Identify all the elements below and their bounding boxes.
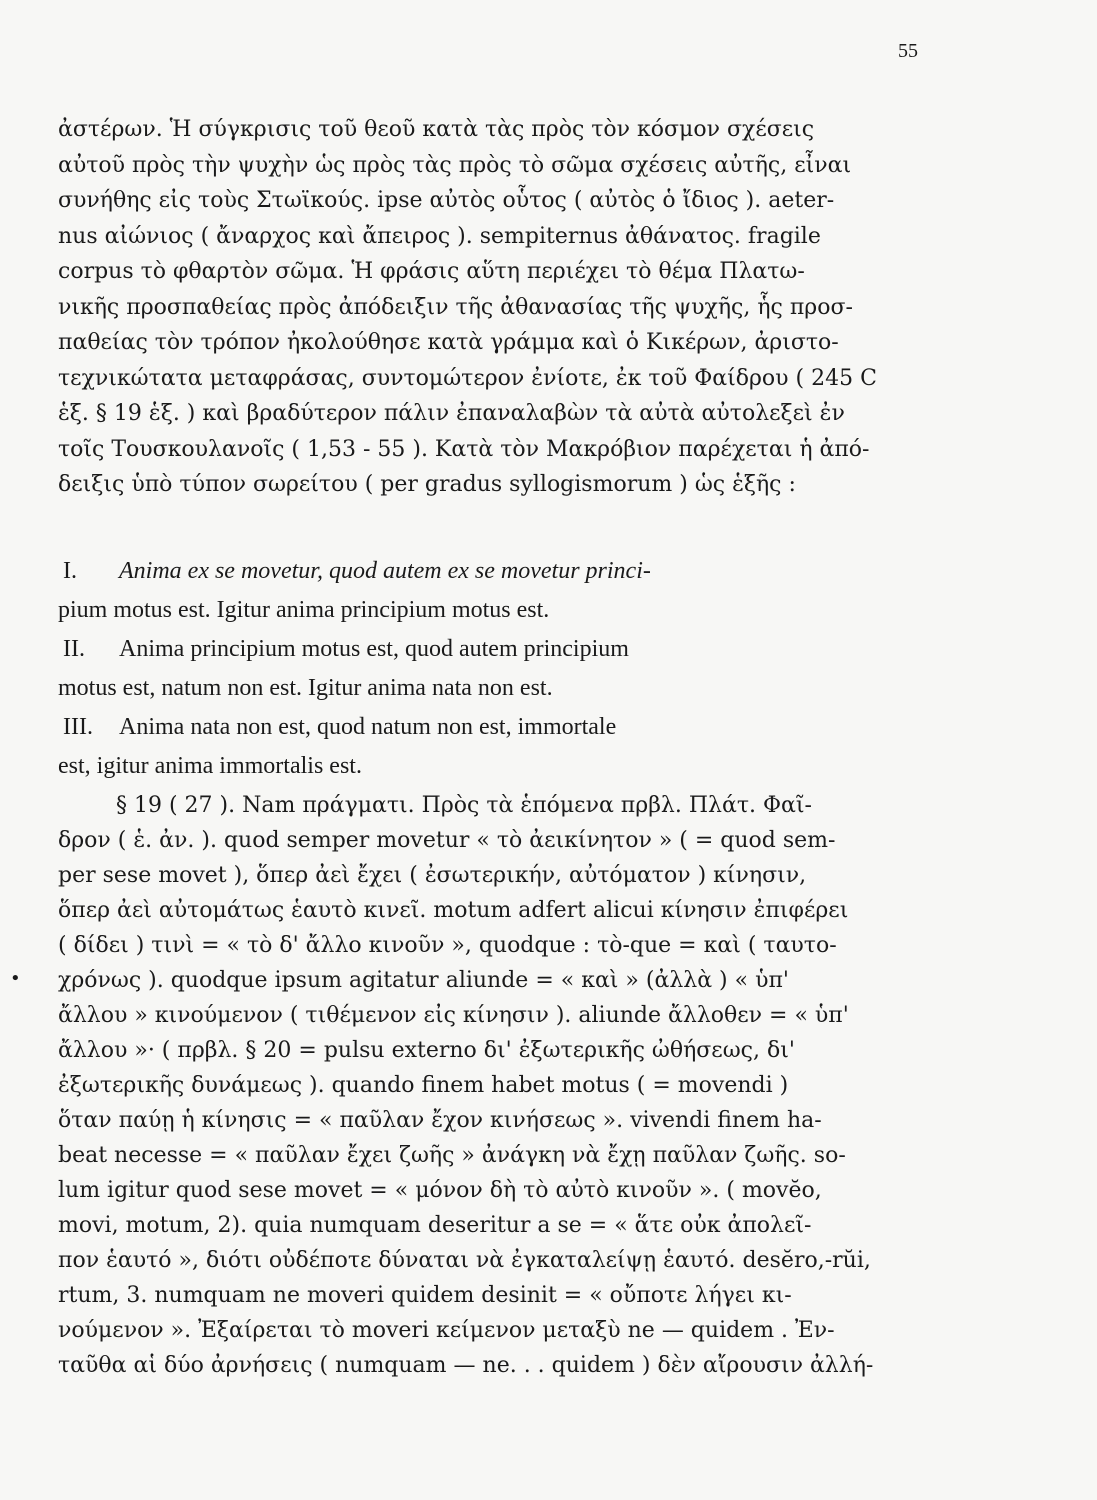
text-line: πον ἑαυτό », διότι οὐδέποτε δύναται νὰ ἐγκαταλείψῃ ἑαυτό. desĕro,-rŭi, (58, 1248, 871, 1273)
syllogism-item (58, 630, 938, 708)
text-line: ( δίδει ) τινὶ = « τὸ δ' ἄλλο κινοῦν », quodque : τὸ-que = καὶ ( ταυτο- (58, 933, 837, 958)
syllogism-numeral: I. (63, 558, 77, 584)
text-line: corpus τὸ φθαρτὸν σῶμα. Ἡ φράσις αὕτη περιέχει τὸ θέμα Πλατω- (58, 259, 805, 284)
syllogism-item (58, 708, 938, 786)
syllogism-text: Anima principium motus est, quod autem principium (119, 636, 629, 662)
paragraph-commentary-2 (58, 788, 938, 1383)
syllogism-continuation: motus est, natum non est. Igitur anima nata non est. (58, 675, 553, 701)
text-line: ἑξ. § 19 ἑξ. ) καὶ βραδύτερον πάλιν ἐπαναλαβὼν τὰ αὐτὰ αὐτολεξεὶ ἐν (58, 401, 845, 426)
syllogism-numeral: III. (63, 714, 93, 740)
page-number: 55 (898, 40, 918, 62)
text-line: per sese movet ), ὅπερ ἀεὶ ἔχει ( ἐσωτερικήν, αὐτόματον ) κίνησιν, (58, 863, 807, 888)
text-line: συνήθης εἰς τοὺς Στωϊκούς. ipse αὐτὸς οὗτος ( αὐτὸς ὁ ἴδιος ). aeter- (58, 188, 835, 213)
text-line: § 19 ( 27 ). Nam πράγματι. Πρὸς τὰ ἑπόμενα πρβλ. Πλάτ. Φαῖ- (116, 793, 812, 818)
syllogism-continuation: est, igitur anima immortalis est. (58, 753, 362, 779)
text-line: δειξις ὑπὸ τύπον σωρείτου ( per gradus syllogismorum ) ὡς ἑξῆς : (58, 472, 796, 497)
text-line: χρόνως ). quodque ipsum agitatur aliunde = « καὶ » (ἀλλὰ ) « ὑπ' (58, 968, 789, 993)
text-line: ὅπερ ἀεὶ αὐτομάτως ἑαυτὸ κινεῖ. motum adfert alicui κίνησιν ἐπιφέρει (58, 898, 849, 923)
text-line: beat necesse = « παῦλαν ἔχει ζωῆς » ἀνάγκη νὰ ἔχῃ παῦλαν ζωῆς. so- (58, 1143, 846, 1168)
text-line: ἄλλου » κινούμενον ( τιθέμενον εἰς κίνησιν ). aliunde ἄλλοθεν = « ὑπ' (58, 1003, 849, 1028)
text-line: νικῆς προσπαθείας πρὸς ἀπόδειξιν τῆς ἀθανασίας τῆς ψυχῆς, ἧς προσ- (58, 294, 853, 320)
paragraph-commentary-1 (58, 112, 938, 503)
text-line: παθείας τὸν τρόπον ἠκολούθησε κατὰ γράμμα καὶ ὁ Κικέρων, ἀριστο- (58, 330, 839, 355)
text-line: ἀστέρων. Ἡ σύγκρισις τοῦ θεοῦ κατὰ τὰς πρὸς τὸν κόσμον σχέσεις (58, 117, 815, 142)
text-line: αὐτοῦ πρὸς τὴν ψυχὴν ὡς πρὸς τὰς πρὸς τὸ σῶμα σχέσεις αὐτῆς, εἶναι (58, 152, 852, 178)
text-line: rtum, 3. numquam ne moveri quidem desinit = « οὔποτε λήγει κι- (58, 1283, 792, 1308)
syllogism-text: Anima nata non est, quod natum non est, immortale (119, 714, 617, 740)
text-line: ἄλλου »· ( πρβλ. § 20 = pulsu externo δι' ἐξωτερικῆς ὠθήσεως, δι' (58, 1038, 795, 1063)
syllogism-list (58, 552, 938, 786)
text-line: τεχνικώτατα μεταφράσας, συντομώτερον ἐνίοτε, ἐκ τοῦ Φαίδρου ( 245 C (58, 365, 877, 391)
text-line: nus αἰώνιος ( ἄναρχος καὶ ἄπειρος ). sempiternus ἀθάνατος. fragile (58, 223, 821, 249)
syllogism-text: Anima ex se movetur, quod autem ex se movetur princi- (119, 558, 651, 584)
text-line: ὅταν παύῃ ἡ κίνησις = « παῦλαν ἔχον κινήσεως ». vivendi finem ha- (58, 1108, 822, 1133)
text-line: νούμενον ». Ἐξαίρεται τὸ moveri κείμενον μεταξὺ ne — quidem . Ἐν- (58, 1318, 835, 1343)
text-line: ἐξωτερικῆς δυνάμεως ). quando finem habet motus ( = movendi ) (58, 1073, 789, 1098)
text-line: τοῖς Τουσκουλανοῖς ( 1,53 - 55 ). Κατὰ τὸν Μακρόβιον παρέχεται ἡ ἀπό- (58, 436, 870, 462)
syllogism-numeral: II. (63, 636, 85, 662)
text-line: δρον ( ἑ. ἀν. ). quod semper movetur « τὸ ἀεικίνητον » ( = quod sem- (58, 828, 836, 853)
text-line: lum igitur quod sese movet = « μόνον δὴ τὸ αὐτὸ κινοῦν ». ( movĕo, (58, 1178, 822, 1203)
syllogism-continuation: pium motus est. Igitur anima principium motus est. (58, 597, 550, 623)
margin-mark: • (10, 968, 21, 989)
text-line: ταῦθα αἱ δύο ἀρνήσεις ( numquam — ne. . . quidem ) δὲν αἴρουσιν ἀλλή- (58, 1353, 874, 1378)
syllogism-item (58, 552, 938, 630)
text-line: movi, motum, 2). quia numquam deseritur a se = « ἅτε οὐκ ἀπολεῖ- (58, 1213, 812, 1238)
